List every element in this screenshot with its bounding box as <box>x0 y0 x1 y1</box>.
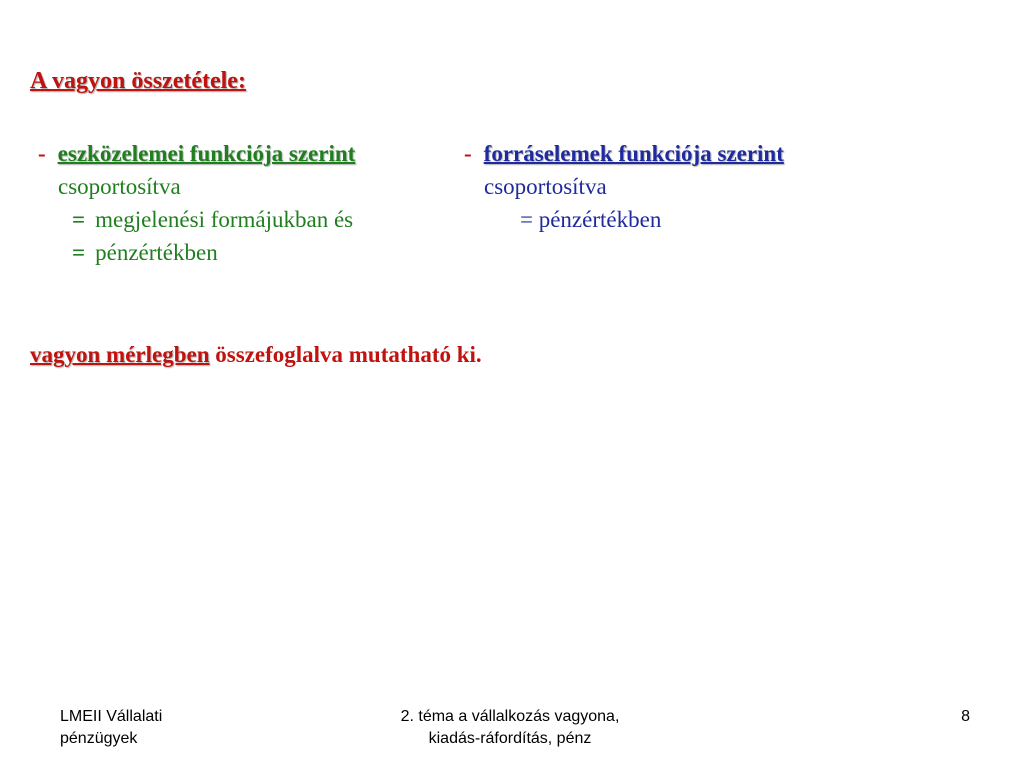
right-bullet-dash: - <box>464 141 472 166</box>
left-heading-line <box>38 137 355 170</box>
footer-course-line2: pénzügyek <box>60 730 138 747</box>
footer-topic-line2: kiadás-ráfordítás, pénz <box>428 730 592 747</box>
footer-course <box>60 706 260 750</box>
left-bullet-dash: - <box>38 141 46 166</box>
footer-page-number: 8 <box>961 708 970 725</box>
left-heading: eszközelemei funkciója szerint <box>57 141 356 166</box>
summary-key-term: vagyon mérlegben <box>30 342 210 367</box>
right-heading-line <box>464 137 784 170</box>
slide-title: A vagyon összetétele: <box>30 68 246 94</box>
right-line-penzertekben: = pénzértékben <box>520 207 662 232</box>
footer-topic <box>340 706 680 750</box>
footer-topic-line1: 2. téma a vállalkozás vagyona, <box>400 708 620 725</box>
left-line-penzertekben <box>38 236 355 269</box>
summary-rest: összefoglalva mutatható ki. <box>209 342 482 367</box>
right-column <box>464 137 784 236</box>
summary-sentence <box>30 342 482 368</box>
footer-course-line1: LMEII Vállalati <box>60 708 163 725</box>
right-heading: forráselemek funkciója szerint <box>483 141 784 166</box>
left-line-csoportositva: csoportosítva <box>58 174 181 199</box>
left-line-penzertekben-text: pénzértékben <box>95 240 218 265</box>
left-line-megjelenesi <box>38 203 355 236</box>
right-line-csoportositva: csoportosítva <box>484 174 607 199</box>
left-column <box>38 137 355 269</box>
left-equals-1: = <box>72 207 86 232</box>
left-equals-2: = <box>72 240 86 265</box>
left-line-megjelenesi-text: megjelenési formájukban és <box>95 207 354 232</box>
